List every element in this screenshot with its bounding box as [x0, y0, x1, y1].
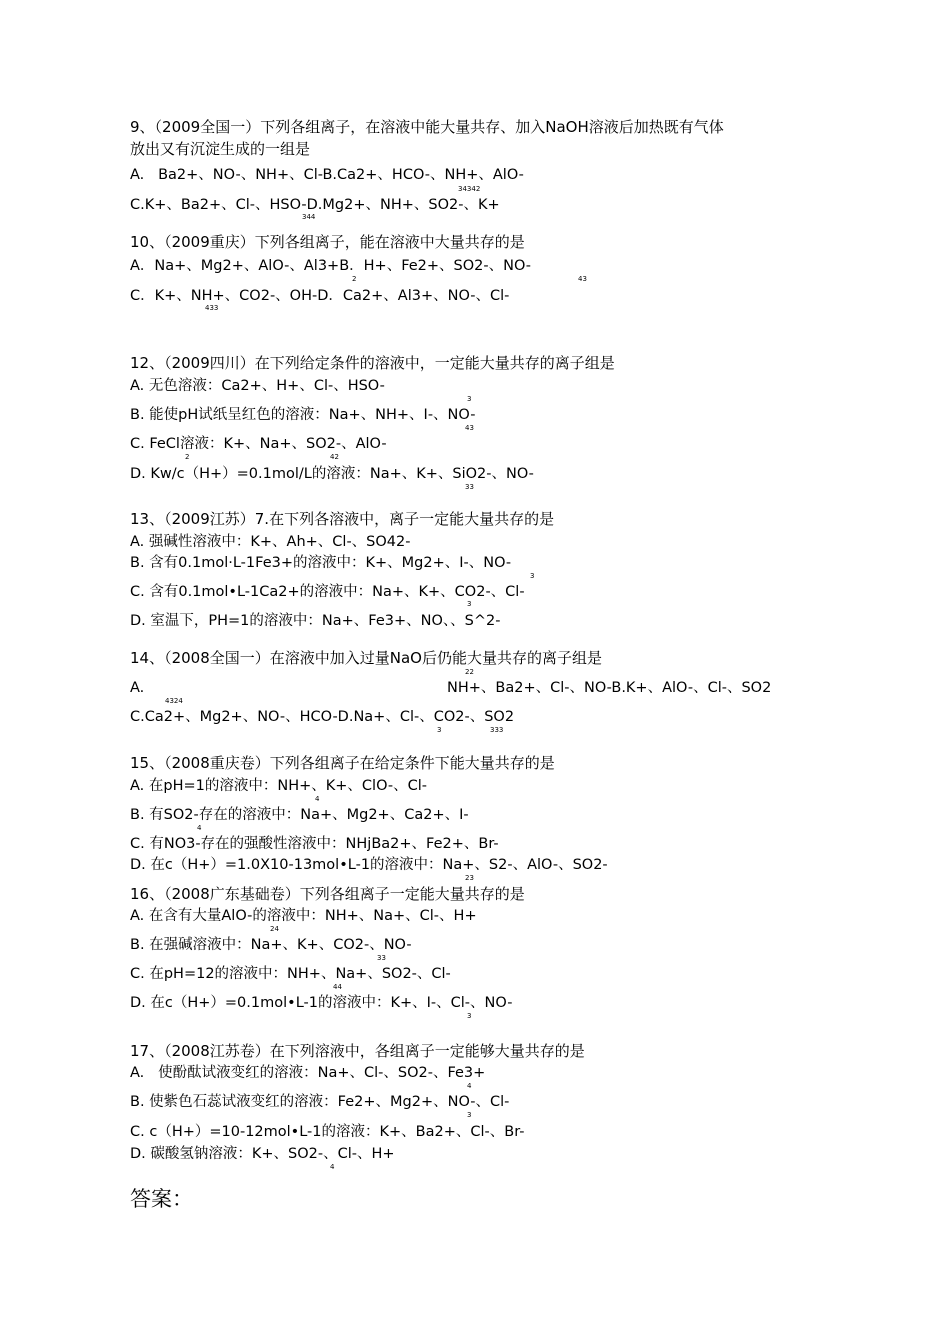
- q9-options-ab: A. Ba2+、NO-、NH+、Cl-B.Ca2+、HCO-、NH+、AlO-: [130, 167, 524, 183]
- q10-options-cd: C．K+、NH+、CO2-、OH-D．Ca2+、Al3+、NO-、Cl-: [130, 288, 510, 304]
- q16-title: 16、（2008广东基础卷）下列各组离子一定能大量共存的是: [130, 885, 525, 903]
- answer-heading: 答案：: [130, 1187, 193, 1211]
- q16-sub-3: 44: [333, 983, 342, 991]
- q13-option-a: A. 强碱性溶液中：K+、Ah+、Cl-、SO42-: [130, 534, 411, 550]
- q12-sub-3: 2: [185, 453, 190, 461]
- q12-option-d: D. Kw/c（H+）=0.1mol/L的溶液：Na+、K+、SiO2-、NO-: [130, 466, 534, 482]
- q9-sub-2: 344: [302, 213, 316, 221]
- q15-option-d: D. 在c（H+）=1.0X10-13mol•L-1的溶液中：Na+、S2-、AlO-、SO2-: [130, 857, 608, 873]
- q13-option-d: D. 室温下，PH=1的溶液中：Na+、Fe3+、NO、、S^2-: [130, 613, 501, 629]
- q16-option-c: C. 在pH=12的溶液中：NH+、Na+、SO2-、Cl-: [130, 966, 451, 982]
- q9-sub-1: 34342: [458, 185, 481, 193]
- q14-options-cd: C.Ca2+、Mg2+、NO-、HCO-D.Na+、Cl-、CO2-、SO2: [130, 709, 515, 725]
- q16-option-a: A. 在含有大量AlO-的溶液中：NH+、Na+、Cl-、H+: [130, 908, 477, 924]
- q12-sub-4: 42: [330, 453, 339, 461]
- q14-options-ab: NH+、Ba2+、Cl-、NO-B.K+、AlO-、Cl-、SO2: [447, 680, 772, 696]
- q12-option-a: A. 无色溶液：Ca2+、H+、Cl-、HSO-: [130, 378, 385, 394]
- q13-option-c: C. 含有0.1mol•L-1Ca2+的溶液中：Na+、K+、CO2-、Cl-: [130, 584, 525, 600]
- q15-sub-2: 4: [197, 824, 202, 832]
- q14-sub-4: 333: [490, 726, 504, 734]
- q13-sub-1: 3: [530, 572, 535, 580]
- q14-title: 14、（2008全国一）在溶液中加入过量NaO后仍能大量共存的离子组是: [130, 649, 602, 667]
- q12-sub-5: 33: [465, 483, 474, 491]
- q12-option-c: C. FeCl溶液：K+、Na+、SO2-、AlO-: [130, 436, 387, 452]
- q16-sub-4: 3: [467, 1012, 472, 1020]
- q13-sub-2: 3: [467, 600, 472, 608]
- q17-sub-1: 4: [467, 1082, 472, 1090]
- q14-sub-1: 22: [465, 668, 474, 676]
- q10-sub-1: 2: [352, 275, 357, 283]
- q12-title: 12、（2009四川）在下列给定条件的溶液中，一定能大量共存的离子组是: [130, 354, 615, 372]
- q12-sub-1: 3: [467, 395, 472, 403]
- q15-sub-1: 4: [315, 795, 320, 803]
- q15-option-a: A. 在pH=1的溶液中：NH+、K+、ClO-、Cl-: [130, 778, 428, 794]
- q9-title-cont: 放出又有沉淀生成的一组是: [130, 140, 311, 158]
- q17-sub-2: 3: [467, 1111, 472, 1119]
- q12-sub-2: 43: [465, 424, 474, 432]
- q9-title: 9、（2009全国一）下列各组离子，在溶液中能大量共存、加入NaOH溶液后加热既有气体: [130, 118, 724, 136]
- q17-sub-3: 4: [330, 1163, 335, 1171]
- q10-sub-3: 433: [205, 304, 219, 312]
- q17-option-b: B. 使紫色石蕊试液变红的溶液：Fe2+、Mg2+、NO-、Cl-: [130, 1094, 510, 1110]
- q13-option-b: B. 含有0.1mol·L-1Fe3+的溶液中：K+、Mg2+、I-、NO-: [130, 555, 512, 571]
- q15-option-c: C. 有NO3-存在的强酸性溶液中：NHjBa2+、Fe2+、Br-: [130, 836, 499, 852]
- q14-sub-3: 3: [437, 726, 442, 734]
- q17-option-c: C. c（H+）=10-12mol•L-1的溶液：K+、Ba2+、Cl-、Br-: [130, 1124, 525, 1140]
- q15-sub-3: 23: [465, 874, 474, 882]
- q14-sub-2: 4324: [165, 697, 183, 705]
- q15-title: 15、（2008重庆卷）下列各组离子在给定条件下能大量共存的是: [130, 754, 555, 772]
- q15-option-b: B. 有SO2-存在的溶液中：Na+、Mg2+、Ca2+、I-: [130, 807, 469, 823]
- q10-sub-2: 43: [578, 275, 587, 283]
- q17-title: 17、（2008江苏卷）在下列溶液中，各组离子一定能够大量共存的是: [130, 1042, 585, 1060]
- q14-option-a-label: A.: [130, 680, 145, 696]
- q16-option-d: D. 在c（H+）=0.1mol•L-1的溶液中：K+、I-、Cl-、NO-: [130, 995, 513, 1011]
- q9-options-cd: C.K+、Ba2+、Cl-、HSO-D.Mg2+、NH+、SO2-、K+: [130, 197, 500, 213]
- q16-sub-2: 33: [377, 954, 386, 962]
- q16-option-b: B. 在强碱溶液中：Na+、K+、CO2-、NO-: [130, 937, 412, 953]
- q17-option-a: A. 使酚酞试液变红的溶液：Na+、Cl-、SO2-、Fe3+: [130, 1065, 486, 1081]
- q13-title: 13、（2009江苏）7.在下列各溶液中，离子一定能大量共存的是: [130, 510, 555, 528]
- q17-option-d: D. 碳酸氢钠溶液：K+、SO2-、Cl-、H+: [130, 1146, 395, 1162]
- q10-title: 10、（2009重庆）下列各组离子，能在溶液中大量共存的是: [130, 233, 525, 251]
- q10-options-ab: A．Na+、Mg2+、AlO-、Al3+B．H+、Fe2+、SO2-、NO-: [130, 258, 532, 274]
- q12-option-b: B. 能使pH试纸呈红色的溶液：Na+、NH+、I-、NO-: [130, 407, 476, 423]
- q16-sub-1: 24: [270, 925, 279, 933]
